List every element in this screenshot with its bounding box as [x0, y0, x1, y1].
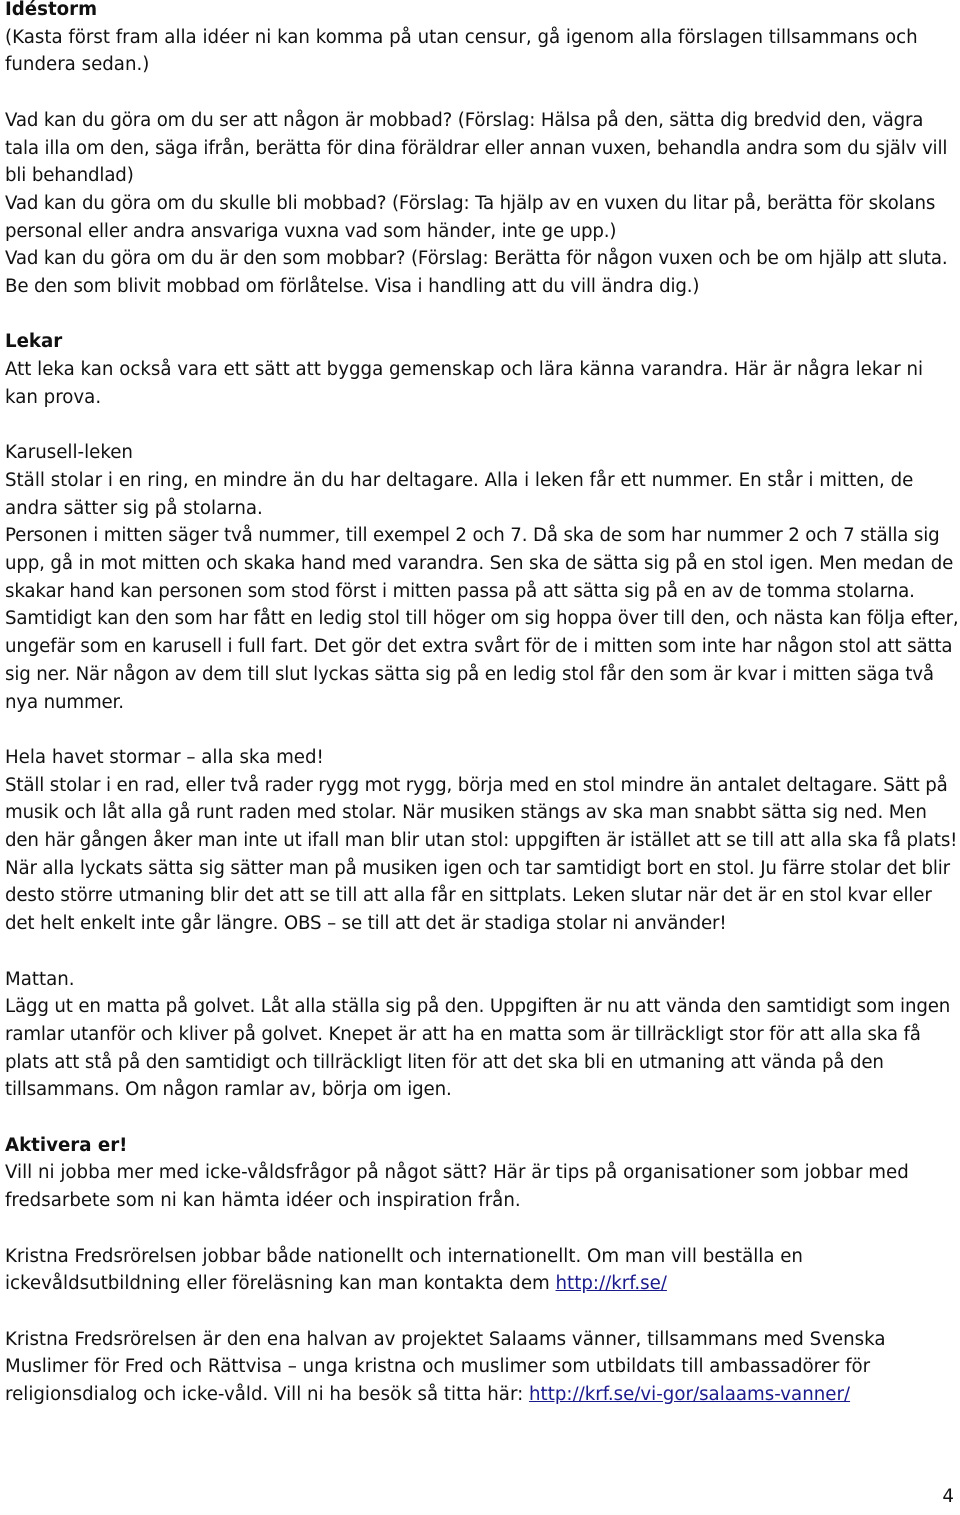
aktivera-intro: Vill ni jobba mer med icke-våldsfrågor på något sätt? Här är tips på organisationer som jobbar med fredsarbete som ni kan hämta idéer och inspiration från. — [5, 1162, 909, 1212]
spacer — [5, 1298, 960, 1326]
karusell-paragraph-2: Personen i mitten säger två nummer, till exempel 2 och 7. Då ska de som har nummer 2 och 7 ställa sig upp, gå in mot mitten och skaka hand med varandra. Sen ska de sätta sig på en stol igen. Men medan de skakar hand kan personen som stod först i mitten passa på att sätta sig på en av de tomma stolarna. Samtidigt kan den som har fått en ledig stol till höger om sig hoppa över till den, och nästa kan följa efter, ungefär som en karusell i full fart. Det gör det extra svårt för de i mitten som inte har någon stol att sätta sig ner. När någon av dem till slut lyckas sätta sig på en ledig stol får den som är kvar i mitten säga två nya nummer. — [5, 525, 959, 713]
game-title-havet: Hela havet stormar – alla ska med! — [5, 746, 324, 768]
karusell-paragraph-1: Ställ stolar i en ring, en mindre än du har deltagare. Alla i leken får ett nummer. En står i mitten, de andra sätter sig på stolarna. — [5, 469, 914, 519]
document-page — [5, 0, 960, 1409]
game-title-mattan: Mattan. — [5, 968, 75, 990]
spacer — [5, 301, 960, 329]
havet-body: Ställ stolar i en rad, eller två rader rygg mot rygg, börja med en stol mindre än antalet deltagare. Sätt på musik och låt alla gå runt raden med stolar. När musiken stängs av ska man snabbt sätta sig ned. Men den här gången åker man inte ut ifall man blir utan stol: uppgiften är istället att se till att alla ska få plats! När alla lyckats sätta sig sätter man på musiken igen och tar samtidigt bort en stol. Ju färre stolar det blir desto större utmaning blir det att se till att alla får en sittplats. Leken slutar när det är en stol kvar eller det helt enkelt inte går längre. OBS – se till att det är stadiga stolar ni använder! — [5, 774, 958, 935]
game-title-karusell: Karusell-leken — [5, 442, 133, 464]
salaam-paragraph — [5, 1326, 960, 1409]
question-bystander: Vad kan du göra om du ser att någon är mobbad? (Förslag: Hälsa på den, sätta dig bredvid den, vägra tala illa om den, säga ifrån, berätta för dina föräldrar eller annan vuxen, behandla andra som du själv vill bli behandlad) — [5, 109, 948, 187]
spacer — [5, 716, 960, 744]
page-number: 4 — [942, 1486, 954, 1507]
spacer — [5, 1104, 960, 1132]
section-heading-idestorm: Idéstorm — [5, 0, 98, 20]
lekar-intro: Att leka kan också vara ett sätt att bygga gemenskap och lära känna varandra. Här är några lekar ni kan prova. — [5, 359, 924, 408]
question-bully: Vad kan du göra om du är den som mobbar? (Förslag: Berätta för någon vuxen och be om hjälp att sluta. Be den som blivit mobbad om förlåtelse. Visa i handling att du vill ändra dig.) — [5, 248, 948, 298]
krf-paragraph — [5, 1243, 960, 1298]
krf-link[interactable]: http://krf.se/ — [555, 1273, 667, 1295]
spacer — [5, 938, 960, 966]
spacer — [5, 79, 960, 107]
krf-text: Kristna Fredsrörelsen jobbar både nationellt och internationellt. Om man vill beställa en ickevåldsutbildning eller föreläsning kan man kontakta dem — [5, 1245, 803, 1295]
mattan-body: Lägg ut en matta på golvet. Låt alla ställa sig på den. Uppgiften är nu att vända den samtidigt som ingen ramlar utanför och kliver på golvet. Knepet är att ha en matta som är tillräckligt stor för att alla ska få plats att stå på den samtidigt och tillräckligt liten för att det ska bli en utmaning att vända på den tillsammans. Om någon ramlar av, börja om igen. — [5, 996, 951, 1101]
spacer — [5, 1215, 960, 1243]
section-heading-aktivera: Aktivera er! — [5, 1134, 128, 1156]
salaam-link[interactable]: http://krf.se/vi-gor/salaams-vanner/ — [529, 1384, 851, 1406]
question-victim: Vad kan du göra om du skulle bli mobbad? (Förslag: Ta hjälp av en vuxen du litar på, berätta för skolans personal eller andra ansvariga vuxna vad som händer, inte ge upp.) — [5, 192, 936, 242]
spacer — [5, 412, 960, 440]
section-heading-lekar: Lekar — [5, 331, 63, 353]
salaam-text: Kristna Fredsrörelsen är den ena halvan av projektet Salaams vänner, tillsammans med Svenska Muslimer för Fred och Rättvisa – unga kristna och muslimer som utbildats till ambassadörer för religionsdialog och icke-våld. Vill ni ha besök så titta här: — [5, 1328, 886, 1406]
idestorm-intro: (Kasta först fram alla idéer ni kan komma på utan censur, gå igenom alla förslagen tillsammans och fundera sedan.) — [5, 26, 918, 76]
